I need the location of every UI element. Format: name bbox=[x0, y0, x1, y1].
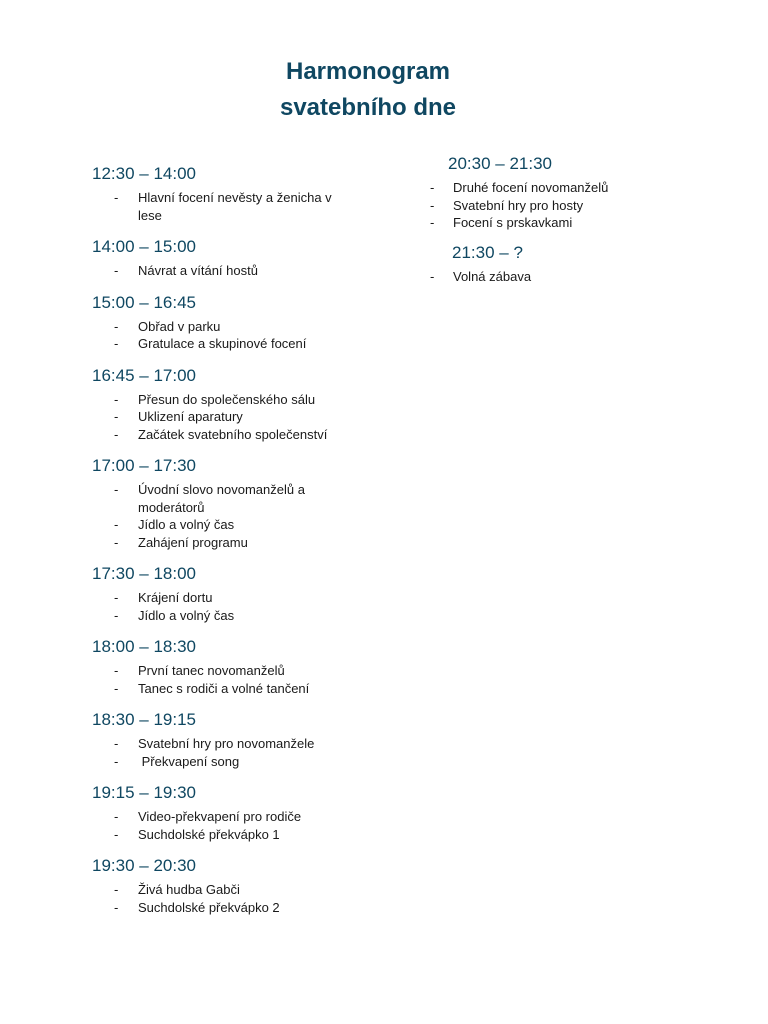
list-item bbox=[92, 189, 350, 224]
title-line-1: Harmonogram bbox=[285, 58, 451, 85]
activity-text: Krájení dortu bbox=[138, 590, 213, 605]
list-item bbox=[92, 881, 350, 899]
time-range: 18:30 – 19:15 bbox=[92, 710, 196, 729]
time-range: 15:00 – 16:45 bbox=[92, 292, 196, 312]
activity-text: Svatební hry pro novomanžele bbox=[138, 736, 315, 751]
list-item bbox=[92, 899, 350, 917]
dash-bullet: - bbox=[430, 268, 435, 284]
activity-text: Focení s prskavkami bbox=[453, 215, 573, 230]
dash-bullet: - bbox=[114, 607, 119, 623]
schedule-block bbox=[92, 292, 392, 353]
list-item bbox=[92, 735, 350, 753]
activity-text: Jídlo a volný čas bbox=[138, 607, 235, 623]
activity-list bbox=[92, 589, 392, 624]
activity-text: Gratulace a skupinové focení bbox=[138, 336, 307, 351]
dash-bullet: - bbox=[114, 590, 119, 605]
activity-text: Úvodní slovo novomanželů a moderátorů bbox=[138, 482, 309, 515]
list-item bbox=[92, 589, 350, 607]
schedule-block bbox=[92, 455, 392, 551]
activity-text: Překvapení song bbox=[138, 753, 240, 769]
activity-list bbox=[92, 189, 392, 224]
dash-bullet: - bbox=[114, 517, 119, 532]
activity-text: Jídlo a volný čas bbox=[138, 517, 235, 532]
schedule-block bbox=[92, 563, 392, 624]
list-item bbox=[92, 753, 350, 771]
dash-bullet: - bbox=[114, 736, 119, 751]
list-item bbox=[92, 826, 350, 844]
list-item bbox=[92, 391, 350, 409]
dash-bullet: - bbox=[430, 215, 435, 230]
schedule-block bbox=[430, 242, 730, 286]
schedule-right-column bbox=[430, 153, 730, 295]
activity-list bbox=[92, 318, 392, 353]
time-range: 16:45 – 17:00 bbox=[92, 365, 196, 385]
time-range: 14:00 – 15:00 bbox=[92, 237, 196, 256]
activity-list bbox=[92, 881, 392, 916]
list-item bbox=[92, 262, 350, 280]
activity-list bbox=[92, 735, 392, 770]
schedule-block bbox=[430, 153, 730, 232]
list-item bbox=[430, 268, 713, 286]
schedule-block bbox=[92, 163, 392, 224]
activity-list bbox=[92, 262, 392, 280]
activity-text: Uklizení aparatury bbox=[138, 409, 243, 424]
time-range: 19:15 – 19:30 bbox=[92, 783, 196, 802]
dash-bullet: - bbox=[114, 190, 119, 205]
activity-text: Živá hudba Gabči bbox=[138, 882, 240, 897]
dash-bullet: - bbox=[114, 809, 119, 824]
list-item bbox=[92, 680, 350, 698]
title-line-2: svatebního dne bbox=[279, 94, 457, 121]
activity-text: Druhé focení novomanželů bbox=[453, 180, 609, 195]
list-item bbox=[92, 808, 350, 826]
dash-bullet: - bbox=[114, 482, 119, 497]
schedule-block bbox=[92, 855, 392, 916]
activity-list bbox=[430, 268, 730, 286]
activity-text: Hlavní focení nevěsty a ženicha v lese bbox=[138, 190, 336, 223]
schedule-block bbox=[92, 782, 392, 843]
time-range: 18:00 – 18:30 bbox=[92, 637, 196, 656]
dash-bullet: - bbox=[114, 263, 119, 278]
dash-bullet: - bbox=[114, 899, 119, 915]
dash-bullet: - bbox=[114, 426, 119, 442]
schedule-left-column bbox=[92, 163, 392, 928]
schedule-block bbox=[92, 365, 392, 444]
dash-bullet: - bbox=[114, 680, 119, 696]
list-item bbox=[430, 214, 713, 232]
activity-list bbox=[92, 391, 392, 444]
list-item bbox=[92, 662, 350, 680]
time-range: 20:30 – 21:30 bbox=[448, 154, 552, 173]
list-item bbox=[92, 426, 350, 444]
list-item bbox=[92, 516, 350, 534]
dash-bullet: - bbox=[114, 663, 119, 678]
activity-text: Suchdolské překvápko 2 bbox=[138, 899, 280, 915]
activity-text: Volná zábava bbox=[453, 268, 532, 284]
time-range: 17:30 – 18:00 bbox=[92, 564, 196, 583]
schedule-block bbox=[92, 636, 392, 697]
dash-bullet: - bbox=[114, 391, 119, 407]
activity-text: Obřad v parku bbox=[138, 318, 221, 334]
page-title bbox=[0, 54, 736, 126]
activity-text: Návrat a vítání hostů bbox=[138, 263, 258, 278]
activity-text: Začátek svatebního společenství bbox=[138, 426, 328, 442]
activity-text: Suchdolské překvápko 1 bbox=[138, 826, 280, 842]
activity-text: Svatební hry pro hosty bbox=[453, 197, 584, 213]
activity-text: Tanec s rodiči a volné tančení bbox=[138, 680, 310, 696]
activity-list bbox=[430, 179, 730, 232]
list-item bbox=[430, 197, 713, 215]
activity-text: Video-překvapení pro rodiče bbox=[138, 809, 302, 824]
dash-bullet: - bbox=[114, 753, 119, 769]
dash-bullet: - bbox=[114, 882, 119, 897]
time-range: 17:00 – 17:30 bbox=[92, 456, 196, 475]
activity-list bbox=[92, 662, 392, 697]
activity-list bbox=[92, 808, 392, 843]
dash-bullet: - bbox=[430, 197, 435, 213]
list-item bbox=[92, 481, 350, 516]
time-range: 12:30 – 14:00 bbox=[92, 164, 196, 183]
time-range: 21:30 – ? bbox=[452, 242, 523, 262]
list-item bbox=[92, 335, 350, 353]
list-item bbox=[92, 534, 350, 552]
schedule-block bbox=[92, 709, 392, 770]
activity-text: První tanec novomanželů bbox=[138, 663, 285, 678]
dash-bullet: - bbox=[114, 318, 119, 334]
activity-text: Přesun do společenského sálu bbox=[138, 391, 316, 407]
dash-bullet: - bbox=[114, 409, 119, 424]
list-item bbox=[92, 408, 350, 426]
activity-list bbox=[92, 481, 392, 551]
list-item bbox=[430, 179, 713, 197]
dash-bullet: - bbox=[430, 180, 435, 195]
schedule-block bbox=[92, 236, 392, 280]
dash-bullet: - bbox=[114, 826, 119, 842]
dash-bullet: - bbox=[114, 336, 119, 351]
time-range: 19:30 – 20:30 bbox=[92, 856, 196, 875]
list-item bbox=[92, 607, 350, 625]
activity-text: Zahájení programu bbox=[138, 534, 248, 550]
list-item bbox=[92, 318, 350, 336]
dash-bullet: - bbox=[114, 534, 119, 550]
